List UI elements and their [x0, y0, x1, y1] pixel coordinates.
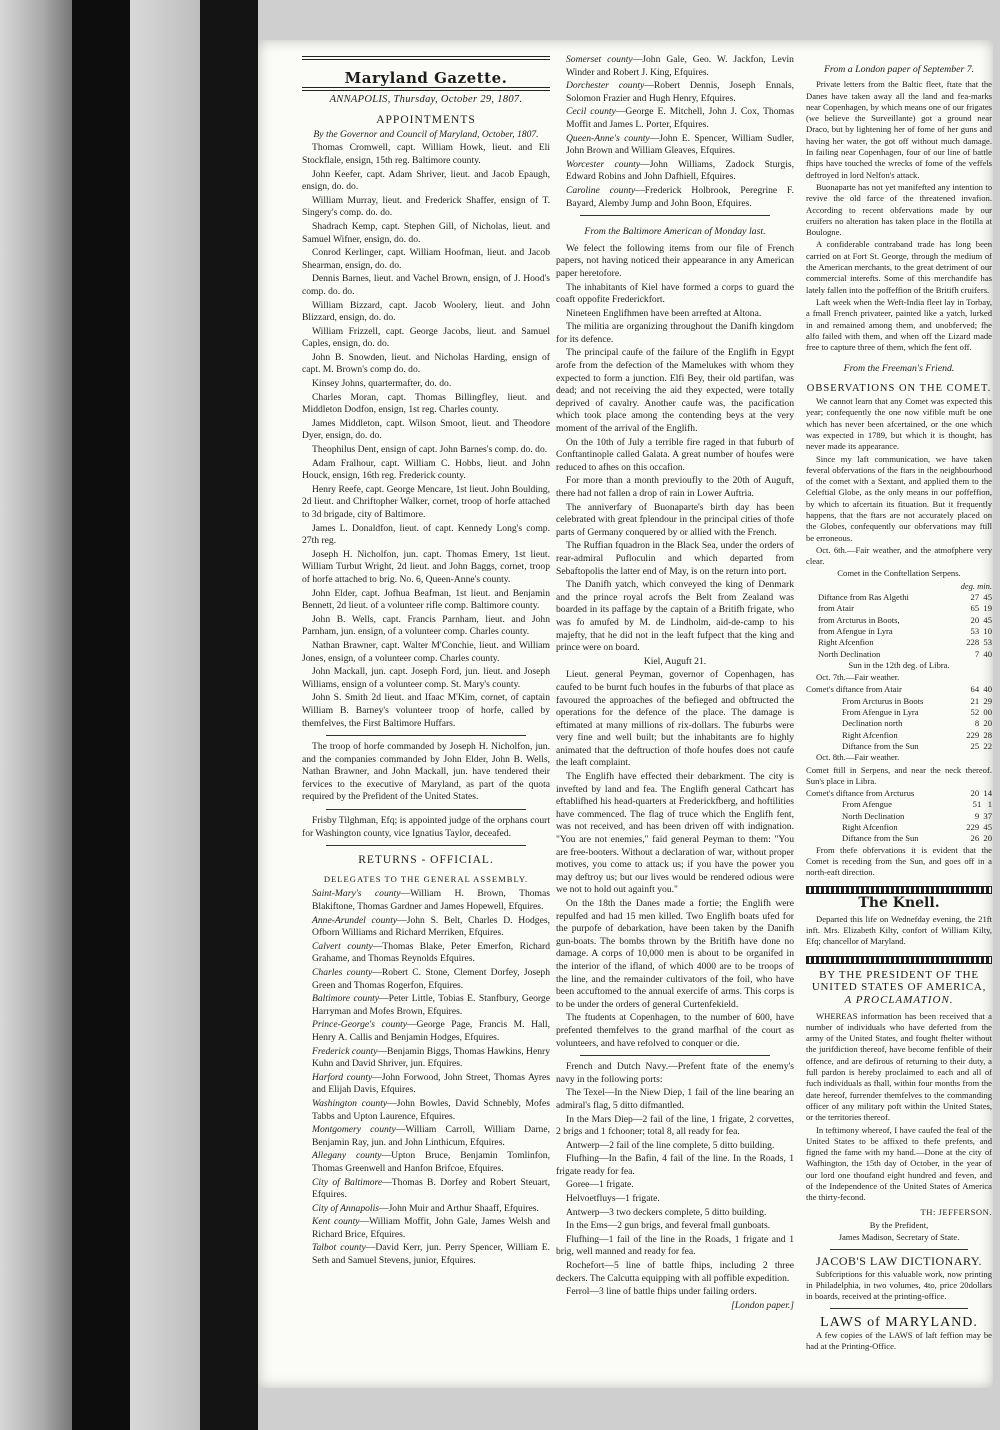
appointment-entry: Shadrach Kemp, capt. Stephen Gill, of Nicholas, lieut. and Samuel Wifner, ensign, do. do.	[302, 220, 550, 245]
law-dictionary-ad-text: Subfcriptions for this valuable work, now printing in Philadelphia, in two volumes, 4to, price 20dollars in boards, received at the printing-office.	[806, 1268, 992, 1302]
delegate-entry	[302, 993, 550, 1018]
table-label: From Afengue in Lyra	[842, 707, 919, 718]
table-row	[806, 615, 992, 626]
scan-page-edge	[130, 0, 200, 1430]
county-name: Calvert county	[312, 940, 373, 952]
table-row	[806, 718, 992, 729]
delegate-names: William Moffit, John Gale, James Welsh and Richard Brice, Efquires.	[312, 1216, 551, 1240]
county-name: Kent county	[312, 1216, 360, 1228]
table-label: Right Afcenfion	[842, 729, 898, 740]
ornamental-rule	[806, 886, 992, 894]
table-label: North Declination	[842, 810, 905, 821]
comet-table-oct6	[806, 592, 992, 660]
dash: —	[397, 914, 407, 926]
signature-madison: James Madison, Secretary of State.	[838, 1232, 960, 1243]
delegates-continued	[556, 54, 794, 210]
appointment-entry: Henry Reefe, capt. George Mencare, 1st lieut. John Boulding, 2d lieut. and Chriftopher Walker, cornet, troop of horfe attached to 3d brigade, city of Baltimore.	[302, 483, 550, 520]
delegates-list	[302, 888, 550, 1267]
county-name: Anne-Arundel county	[312, 914, 398, 926]
appointment-entry: Charles Moran, capt. Thomas Billingfley, lieut. and Middleton Dodfon, ensign, 1st reg. Charles county.	[302, 391, 550, 416]
dash: —	[615, 106, 626, 118]
london-paper-kicker: From a London paper of September 7.	[823, 64, 975, 75]
navy-entry: Goree—1 frigate.	[566, 1179, 634, 1191]
navy-list	[556, 1087, 794, 1299]
table-value: 27 45	[970, 592, 992, 603]
scan-margin-light	[0, 0, 72, 1430]
appointment-entry: James Middleton, capt. Wilson Smoot, lieut. and Theodore Dyer, ensign, do. do.	[302, 417, 550, 442]
navy-entry: In the Ems—2 gun brigs, and feveral fmall gunboats.	[566, 1220, 771, 1232]
delegate-entry	[302, 1242, 550, 1267]
proclamation-line-1: BY THE PRESIDENT OF THE	[819, 968, 979, 981]
table-row	[806, 592, 992, 603]
table-label: Comet's diftance from Atair	[806, 684, 902, 695]
news-paragraph: Laft week when the Weft-India fleet lay in Torbay, a fmall French privateer, painted like a yatch, lurked in and remained among them, and unobferved; fhe alfo failed with them, and when off the Lizard made free to capture three of them, which fhe fent off.	[806, 296, 992, 353]
appointments-heading: APPOINTMENTS	[376, 114, 476, 127]
navy-entry: Antwerp—2 fail of the line complete, 5 ditto building.	[566, 1139, 775, 1151]
appointment-entry: John Keefer, capt. Adam Shriver, lieut. and Jacob Epaugh, ensign, do. do.	[302, 168, 550, 193]
table-value: 20 45	[970, 614, 992, 625]
masthead: Maryland Gazette.	[344, 69, 508, 87]
baltic-news	[806, 79, 992, 353]
kiel-news	[556, 669, 794, 1050]
comet-intro: We cannot learn that any Comet was expected this year; confequently the one now vifible muft be one which has never been afcertained, or the one which was expected in 1789, but which it is thought, has never made its appearance.	[806, 396, 992, 452]
comet-closing: From thefe obfervations it is evident that the Comet is receding from the Sun, and goes off in a north-eaft direction.	[806, 844, 992, 878]
table-row	[806, 730, 992, 741]
laws-of-maryland-ad-title: LAWS of MARYLAND.	[820, 1314, 978, 1330]
dash: —	[378, 1202, 389, 1214]
knell-heading: The Knell.	[858, 895, 940, 912]
county-name: Baltimore county	[312, 993, 380, 1005]
table-value: 25 22	[970, 740, 992, 751]
navy-entry: In the Mars Diep—2 fail of the line, 1 frigate, 2 corvettes, 2 brigs and 1 fchooner; total 8, all ready for fea.	[556, 1113, 794, 1138]
comet-table-oct7	[806, 696, 992, 752]
comet-heading: OBSERVATIONS ON THE COMET.	[806, 382, 992, 394]
delegate-names: John Williams, Zadock Sturgis, Edward Robins and John Dafhiell, Efquires.	[566, 158, 794, 183]
appointment-entry: John B. Wells, capt. Francis Parnham, lieut. and John Parnham, jun. ensign, of a volunteer comp. Charles county.	[302, 613, 550, 638]
delegate-names: Upton Bruce, Benjamin Tomlinfon, Thomas Greenwell and Hanfon Brifcoe, Efquires.	[312, 1150, 550, 1174]
news-paragraph: We felect the following items from our file of French papers, not having noticed their appearance in any American paper heretofore.	[556, 242, 794, 279]
appointment-entry: William Frizzell, capt. George Jacobs, lieut. and Samuel Caples, ensign, do. do.	[302, 325, 550, 350]
delegate-names: Robert Dennis, Joseph Ennals, Solomon Frazier and Hugh Henry, Efquires.	[566, 80, 794, 104]
news-paragraph: The Ruffian fquadron in the Black Sea, under the orders of rear-admiral Pufloculin and which departed from Sebaftopolis the latter end of May, is on the return into port.	[556, 540, 794, 577]
delegate-names: William Carroll, William Darne, Benjamin Ray, jun. and John Linthicum, Efquires.	[312, 1124, 550, 1148]
news-paragraph: The anniverfary of Buonaparte's birth day has been celebrated with great fplendour in the principal cities of thofe parts of Germany conquered by or allied with the French.	[556, 501, 794, 538]
table-row	[806, 833, 992, 844]
table-row	[806, 707, 992, 718]
county-name: Queen-Anne's county	[566, 132, 650, 144]
appointment-entry: William Murray, lieut. and Frederick Shaffer, ensign of T. Singery's comp. do. do.	[302, 194, 550, 219]
dash: —	[649, 132, 660, 144]
appointment-entry: William Bizzard, capt. Jacob Woolery, lieut. and John Blizzard, ensign, do. do.	[302, 299, 550, 324]
county-name: Somerset county	[566, 54, 633, 65]
county-name: Cecil county	[566, 106, 616, 118]
column-3	[806, 54, 992, 1354]
navy-entry: Helvoetfluys—1 frigate.	[566, 1193, 660, 1205]
dash: —	[387, 1097, 397, 1109]
county-name: Dorchester county	[566, 80, 645, 92]
delegate-entry	[302, 1046, 550, 1071]
navy-intro: French and Dutch Navy.—Prefent ftate of the enemy's navy in the following ports:	[556, 1061, 794, 1085]
delegate-entry	[556, 80, 794, 105]
table-value: 229 28	[966, 729, 992, 740]
table-value: 9 37	[974, 810, 992, 821]
table-row	[806, 811, 992, 822]
foreign-news	[556, 243, 794, 655]
dash: —	[381, 1150, 392, 1162]
appointment-entry: Joseph H. Nicholfon, jun. capt. Thomas Emery, 1st lieut. William Turbut Wright, 2d lieut. and John Baggs, cornet, troop of horfe attached to brig. No. 6, Queen-Anne's county.	[302, 548, 550, 585]
dash: —	[372, 967, 382, 978]
table-label: From Afengue	[842, 799, 892, 810]
table-label: from Atair	[818, 603, 855, 614]
oct6-note: Oct. 6th.—Fair weather, and the atmofphere very clear.	[806, 544, 992, 567]
county-name: Prince-George's county	[312, 1019, 408, 1031]
dateline: ANNAPOLIS, Thursday, October 29, 1807.	[329, 93, 523, 105]
oct8-detail: Comet ftill in Serpens, and near the neck thereof. Sun's place in Libra.	[806, 764, 992, 786]
table-value: 8 20	[974, 718, 992, 729]
delegate-names: John S. Belt, Charles D. Hodges, Ofborn Williams and Richard Merriken, Efquires.	[312, 914, 550, 939]
county-name: Allegany county	[312, 1150, 382, 1162]
news-paragraph: On the 18th the Danes made a fortie; the Englifh were repulfed and had 15 men killed. Two Englifh boats ufed for the purpofe of debarkation, have been taken by the Danifh gun-boats. The bombs thrown by the Britifh have done no damage. A corps of 10,000 men is about to be organifed in the interior of the ifland, of which 4000 are to be troops of the line, and the remainder cultivators of the foil, who have been accuftomed to the annual exercife of arms. This corps is to be under the orders of general Curtenfekield.	[556, 898, 794, 1010]
county-name: Washington county	[312, 1097, 388, 1109]
table-label: Diftance from the Sun	[842, 740, 919, 751]
navy-entry: Rochefort—5 line of battle fhips, including 2 three deckers. The Calcutta equipping with all poffible expedition.	[556, 1260, 794, 1284]
dash: —	[382, 1176, 392, 1188]
delegate-names: Peter Little, Tobias E. Stanfbury, George Harryman and Mofes Brown, Efquires.	[312, 993, 550, 1017]
delegate-entry	[302, 1124, 550, 1149]
dash: —	[365, 1242, 376, 1254]
appointment-entry: Conrod Kerlinger, capt. William Hoofman, lieut. and Jacob Shearman, ensign, do. do.	[302, 247, 550, 271]
delegate-entry	[302, 1019, 550, 1044]
appointment-entry: John Mackall, jun. capt. Joseph Ford, jun. lieut. and Joseph Williams, ensign of a volunteer comp. St. Mary's county.	[302, 666, 550, 690]
delegate-names: George E. Mitchell, John J. Cox, Thomas Moffit and James L. Porter, Efquires.	[566, 106, 795, 130]
appointment-entry: Nathan Brawner, capt. Walter M'Conchie, lieut. and William Jones, ensign, of a volunteer comp. Charles county.	[302, 639, 550, 664]
table-value: 20 14	[970, 788, 992, 799]
comet-table-oct8	[806, 799, 992, 844]
news-paragraph: Buonaparte has not yet manifefted any intention to revive the old farce of the threatened invafion. According to recent obfervations made by our cruifers no alteration has taken place in the flotilla at Boulogne.	[806, 181, 992, 238]
news-paragraph: The principal caufe of the failure of the Englifh in Egypt arofe from the defection of the Mamelukes with whom they expected to form a junction. Elfi Bey, their old partifan, was dead; and not receiving the aid they expected, were totally deprived of cavalry. Another caufe was, the pacification which took place among the contending beys at the very moment of the arrival of the Englifh.	[556, 347, 794, 435]
proclamation-seal: In teftimony whereof, I have caufed the feal of the United States to be affixed to thefe prefents, and figned the fame with my hand.—Done at the city of Wafhington, the 15th day of October, in the year of our lord one thoufand eight hundred and feven, and of the Independence of the United States of America the thirty-fecond.	[806, 1124, 992, 1203]
newspaper-page	[258, 40, 993, 1388]
table-label: from Afengue in Lyra	[818, 625, 893, 636]
dash: —	[372, 940, 383, 952]
appointment-entry: John Elder, capt. Jofhua Beafman, 1st lieut. and Benjamin Bennett, 2d lieut. of a volunteer rifle comp. Baltimore county.	[302, 587, 550, 612]
dash: —	[400, 888, 411, 900]
news-paragraph: A confiderable contraband trade has long been carried on at Fort St. George, through the medium of the American merchants, to the great detriment of our commercial interefts. Some of this merchandife has lately fallen into the poffeffion of the Britifh cruifers.	[806, 239, 992, 295]
table-value: 53 10	[970, 625, 992, 636]
table-row	[806, 637, 992, 648]
appointment-entry: James L. Donaldfon, lieut. of capt. Kennedy Long's comp. 27th reg.	[302, 522, 550, 547]
delegate-entry	[302, 1203, 550, 1216]
navy-entry: Antwerp—3 two deckers complete, 5 ditto building.	[566, 1206, 767, 1218]
table-label: from Arcturus in Boots,	[818, 614, 900, 625]
divider	[326, 735, 526, 736]
delegate-entry	[302, 1216, 550, 1241]
masthead-rule-top	[302, 56, 550, 60]
county-name: Saint-Mary's county	[312, 888, 401, 900]
table-label: Right Afcenfion	[818, 637, 874, 648]
appointment-entry: Kinsey Johns, quartermafter, do. do.	[312, 378, 452, 390]
table-value: 229 45	[966, 822, 992, 832]
frisby-notice: Frisby Tilghman, Efq; is appointed judge of the orphans court for Washington county, vice Ignatius Taylor, deceafed.	[302, 815, 550, 839]
county-name: Caroline county	[566, 184, 636, 196]
navy-entry: Ferrol—3 line of battle fhips under failing orders.	[566, 1286, 757, 1298]
appointment-entry: Theophilus Dent, ensign of capt. John Barnes's comp. do. do.	[312, 444, 548, 456]
divider	[326, 845, 526, 846]
delegate-entry	[556, 106, 794, 131]
law-dictionary-ad-title: JACOB'S LAW DICTIONARY.	[816, 1253, 982, 1268]
table-value: 26 20	[970, 833, 992, 844]
oct6-place: Comet in the Conftellation Serpens.	[837, 568, 961, 579]
delegates-heading: DELEGATES TO THE GENERAL ASSEMBLY.	[323, 873, 529, 884]
county-name: Frederick county	[312, 1045, 378, 1057]
delegate-names: Thomas B. Dorfey and Robert Steuart, Efquires.	[312, 1176, 550, 1201]
freemans-friend-kicker: From the Freeman's Friend.	[843, 363, 955, 375]
sun-note: Sun in the 12th deg. of Libra.	[848, 659, 950, 670]
delegate-names: John Gale, Geo. W. Jackfon, Levin Winder and Robert J. King, Efquires.	[566, 54, 794, 78]
table-label: North Declination	[818, 648, 881, 659]
appointment-entry: Adam Fralhour, capt. William C. Hobbs, lieut. and John Houck, ensign, 16th reg. Frederick county.	[302, 457, 550, 482]
scan-binding-shadow	[72, 0, 130, 1430]
dash: —	[407, 1019, 417, 1031]
county-name: Charles county	[312, 967, 373, 978]
column-2	[556, 54, 794, 1312]
dash: —	[372, 1071, 382, 1083]
table-row	[806, 696, 992, 707]
delegate-entry	[302, 1150, 550, 1175]
county-name: Talbot county	[312, 1242, 366, 1254]
county-name: City of Baltimore	[312, 1176, 383, 1188]
delegate-names: Thomas Blake, Peter Emerfon, Richard Grahame, and Thomas Reynolds Efquires.	[312, 940, 551, 965]
table-value: 7 40	[974, 648, 992, 659]
delegate-entry	[302, 888, 550, 913]
masthead-rule-bottom	[302, 87, 550, 91]
table-row	[806, 684, 992, 695]
delegate-entry	[302, 1072, 550, 1097]
scan-gutter-shadow	[200, 0, 258, 1430]
table-row	[806, 603, 992, 614]
news-paragraph: The Englifh have effected their debarkment. The city is invefted by land and fea. The Englifh general Cathcart has eftablifhed his head-quarters at Frederickfberg, and hoftilities have commenced. The flag of truce which the Englifh fent, was not received, and has been driven off with indignation. "You are not enemies," faid general Peyman to them: "You are free-booters. Without a declaration of war, without proper motives, you come to attack us; if you have the power you may deftroy us; but our lives would be rendered odious were we not to hold out againft you."	[556, 771, 794, 896]
delegate-names: John E. Spencer, William Sudler, John Brown and William Gleaves, Efquires.	[566, 132, 794, 157]
delegate-names: Frederick Holbrook, Peregrine F. Bayard, Alemby Jump and John Boon, Efquires.	[566, 184, 794, 209]
column-1	[302, 54, 550, 1269]
delegate-names: George Page, Francis M. Hall, Henry A. Callis and Benjamin Hodges, Efquires.	[312, 1019, 550, 1043]
navy-entry: Flufhing—1 fail of the line in the Roads, 1 frigate and 1 brig, well manned and ready for fea.	[556, 1233, 794, 1258]
table-label: Diftance from the Sun	[842, 833, 919, 844]
delegate-names: John Bowles, David Schnebly, Mofes Tabbs and Upton Laurence, Efquires.	[312, 1097, 550, 1122]
county-name: Montgomery county	[312, 1124, 396, 1136]
table-value: 64 40	[970, 684, 992, 695]
delegate-entry	[302, 915, 550, 940]
appointment-entry: Thomas Cromwell, capt. William Howk, lieut. and Eli Stockflale, ensign, 15th reg. Baltimore county.	[302, 142, 550, 166]
table-label: Declination north	[842, 718, 903, 729]
appointments-byline: By the Governor and Council of Maryland, October, 1807.	[313, 128, 539, 140]
comet-paragraph: Since my laft communication, we have taken feveral obfervations of the ftars in the neighbourhood of the comet with a Sextant, and applied them to the Celeftial Globe, as the only means in our poffeffion, by which to afcertain its fituation. But it frequently happens, that the ftars are not accurately placed on the Globes, confequently our obfervations may ftill be erroneous.	[806, 453, 992, 543]
table-row	[806, 788, 992, 799]
oct8-note: Oct. 8th.—Fair weather.	[816, 752, 900, 763]
delegate-names: John Muir and Arthur Shaaff, Efquires.	[388, 1202, 539, 1214]
laws-of-maryland-ad-text: A few copies of the LAWS of laft feffion may be had at the Printing-Office.	[806, 1329, 992, 1352]
news-paragraph: The inhabitants of Kiel have formed a corps to guard the coaft oppofite Frederickfort.	[556, 281, 794, 306]
delegate-entry	[302, 967, 550, 992]
ornamental-rule	[806, 956, 992, 964]
table-row	[806, 626, 992, 637]
dash: —	[644, 80, 654, 92]
signature-jefferson: TH: JEFFERSON.	[920, 1206, 992, 1217]
proclamation-title: A PROCLAMATION.	[844, 994, 954, 1007]
table-value: 52 00	[970, 707, 992, 718]
returns-heading: RETURNS - OFFICIAL.	[358, 854, 494, 867]
news-paragraph: The Danifh yatch, which conveyed the king of Denmark and the prince royal acrofs the Belt from Zealand was boarded in its paffage by the captain of a Britifh frigate, who was fo amufed by M. de Lindholm, aid-de-camp to his majefty, that he did not in the leaft fufpect that the king and prince were on board.	[556, 579, 794, 654]
navy-entry: The Texel—In the Niew Diep, 1 fail of the line bearing an admiral's flag, 5 ditto difmantled.	[556, 1087, 794, 1111]
dash: —	[377, 1045, 388, 1057]
news-paragraph: On the 10th of July a terrible fire raged in that fuburb of Conftantinople called Galata. A great number of houfes were reduced to afhes on this occafion.	[556, 436, 794, 473]
delegate-entry	[556, 159, 794, 184]
appointment-entry: John B. Snowden, lieut. and Nicholas Harding, ensign of capt. M. Brown's comp do. do.	[302, 351, 550, 376]
table-value: 21 29	[970, 695, 992, 706]
news-paragraph: Nineteen Englifhmen have been arrefted at Altona.	[566, 307, 762, 319]
oct7-note: Oct. 7th.—Fair weather.	[816, 672, 900, 683]
table-row	[806, 741, 992, 752]
divider	[830, 1249, 968, 1250]
table-label: Comet's diftance from Arcturus	[806, 788, 915, 799]
county-name: Worcester county	[566, 158, 641, 170]
proclamation-line-2: UNITED STATES OF AMERICA,	[811, 980, 987, 993]
table-row	[806, 822, 992, 833]
table-value: 65 19	[970, 603, 992, 614]
table-value: 51 1	[972, 799, 992, 810]
delegate-entry	[302, 1177, 550, 1202]
troop-notice: The troop of horfe commanded by Joseph H. Nicholfon, jun. and the companies commanded by John Elder, John B. Wells, Nathan Brawner, and John Mackall, jun. have tendered their fervices to the executive of Maryland, as part of the quota required by the Prefident of the United States.	[302, 741, 550, 803]
appointment-entry: John S. Smith 2d lieut. and Ifaac M'Kim, cornet, of captain William B. Barney's volunteer troop of horfe, called by themfelves, the First Baltimore Huffars.	[302, 692, 550, 729]
divider	[580, 1055, 770, 1056]
dash: —	[632, 54, 643, 65]
news-paragraph: The ftudents at Copenhagen, to the number of 600, have prefented themfelves to the grand marfhal of the court as volunteers, and have refolved to conquer or die.	[556, 1012, 794, 1049]
delegate-entry	[556, 133, 794, 158]
dash: —	[635, 184, 645, 196]
table-value: 228 53	[966, 637, 992, 648]
county-name: City of Annapolis	[312, 1202, 379, 1214]
delegate-names: John Forwood, John Street, Thomas Ayres and Elijah Davis, Efquires.	[312, 1071, 550, 1096]
news-paragraph: For more than a month previoufly to the 20th of Auguft, there had not fallen a drop of rain in Lower Auftria.	[556, 475, 794, 499]
table-label: Diftance from Ras Algethi	[818, 592, 909, 603]
table-row	[806, 799, 992, 810]
dash: —	[395, 1124, 406, 1136]
delegate-names: Benjamin Biggs, Thomas Hawkins, Henry Kuhn and David Shriver, jun. Efquires.	[312, 1045, 550, 1070]
table-row	[806, 649, 992, 660]
news-paragraph: The militia are organizing throughout the Danifh kingdom for its defence.	[556, 321, 794, 345]
appointments-list	[302, 142, 550, 730]
delegate-entry	[556, 185, 794, 210]
delegate-entry	[556, 54, 794, 79]
news-paragraph: Lieut. general Peyman, governor of Copenhagen, has caufed to be burnt fuch houfes in the fuburbs of that place as favoured the approaches of the befieged and obftructed the operations for the defence of the place. The damage is eftimated at many millions of rix-dollars. The fuburbs were very fine and well built; but the inhabitants are fo highly animated that the deftruction of thofe houfes does not caufe the leaft complaint.	[556, 669, 794, 769]
dash: —	[359, 1216, 370, 1228]
news-paragraph: Private letters from the Baltic fleet, ftate that the Danes have taken away all the land and fea-marks near Copenhagen, by which means one of our frigates (we believe the Surveillante) got a ground near Draco, but by lightening her of fome of her guns and having her water, the got off without much damage. In failing near Copenhagen, four of our line of battle fhips have touched the wrecks of fome of the veffels deftroyed in lord Nelfon's attack.	[806, 79, 992, 180]
proclamation-body: WHEREAS information has been received that a number of individuals who have deferted from the army of the United States, and fought fhelter without the jurifdiction thereof, have become fenfible of their offence, and are defirous of returning to their duty, a full pardon is hereby proclaimed to each and all of fuch individuals as fhall, within four months from the date hereof, furrender themfelves to the commanding officer of any military poft within the United States, or the territories thereof.	[806, 1010, 992, 1123]
divider	[580, 215, 770, 216]
delegate-entry	[302, 1098, 550, 1123]
county-name: Harford county	[312, 1071, 373, 1083]
knell-notice: Departed this life on Wednefday evening, the 21ft inft. Mrs. Elizabeth Kilty, confort of William Kilty, Efq; chancellor of Maryland.	[806, 913, 992, 947]
navy-entry: Flufhing—In the Bafin, 4 fail of the line. In the Roads, 1 frigate ready for fea.	[556, 1153, 794, 1177]
by-the-president: By the Prefident,	[869, 1219, 929, 1230]
dash: —	[379, 993, 389, 1005]
table-label: Right Afcenfion	[842, 822, 898, 832]
divider	[326, 809, 526, 810]
london-paper-credit: [London paper.]	[731, 1299, 794, 1311]
delegate-names: David Kerr, jun. Perry Spencer, William E. Seth and Samuel Stevens, junior, Efquires.	[312, 1242, 550, 1267]
divider	[830, 1308, 968, 1309]
baltimore-american-kicker: From the Baltimore American of Monday last.	[584, 226, 766, 238]
dash: —	[640, 158, 650, 170]
appointment-entry: Dennis Barnes, lieut. and Vachel Brown, ensign, of J. Hood's comp. do. do.	[302, 273, 550, 297]
table-label: From Arcturus in Boots	[842, 695, 924, 706]
delegate-entry	[302, 941, 550, 966]
delegate-names: Robert C. Stone, Clement Dorfey, Joseph Green and Thomas Rogerfon, Efquires.	[312, 967, 551, 991]
kiel-dateline: Kiel, Auguft 21.	[643, 655, 707, 667]
delegate-names: William H. Brown, Thomas Blakiftone, Thomas Gardner and James Hopewell, Efquires.	[312, 888, 550, 913]
units-label: deg. min.	[960, 580, 992, 591]
